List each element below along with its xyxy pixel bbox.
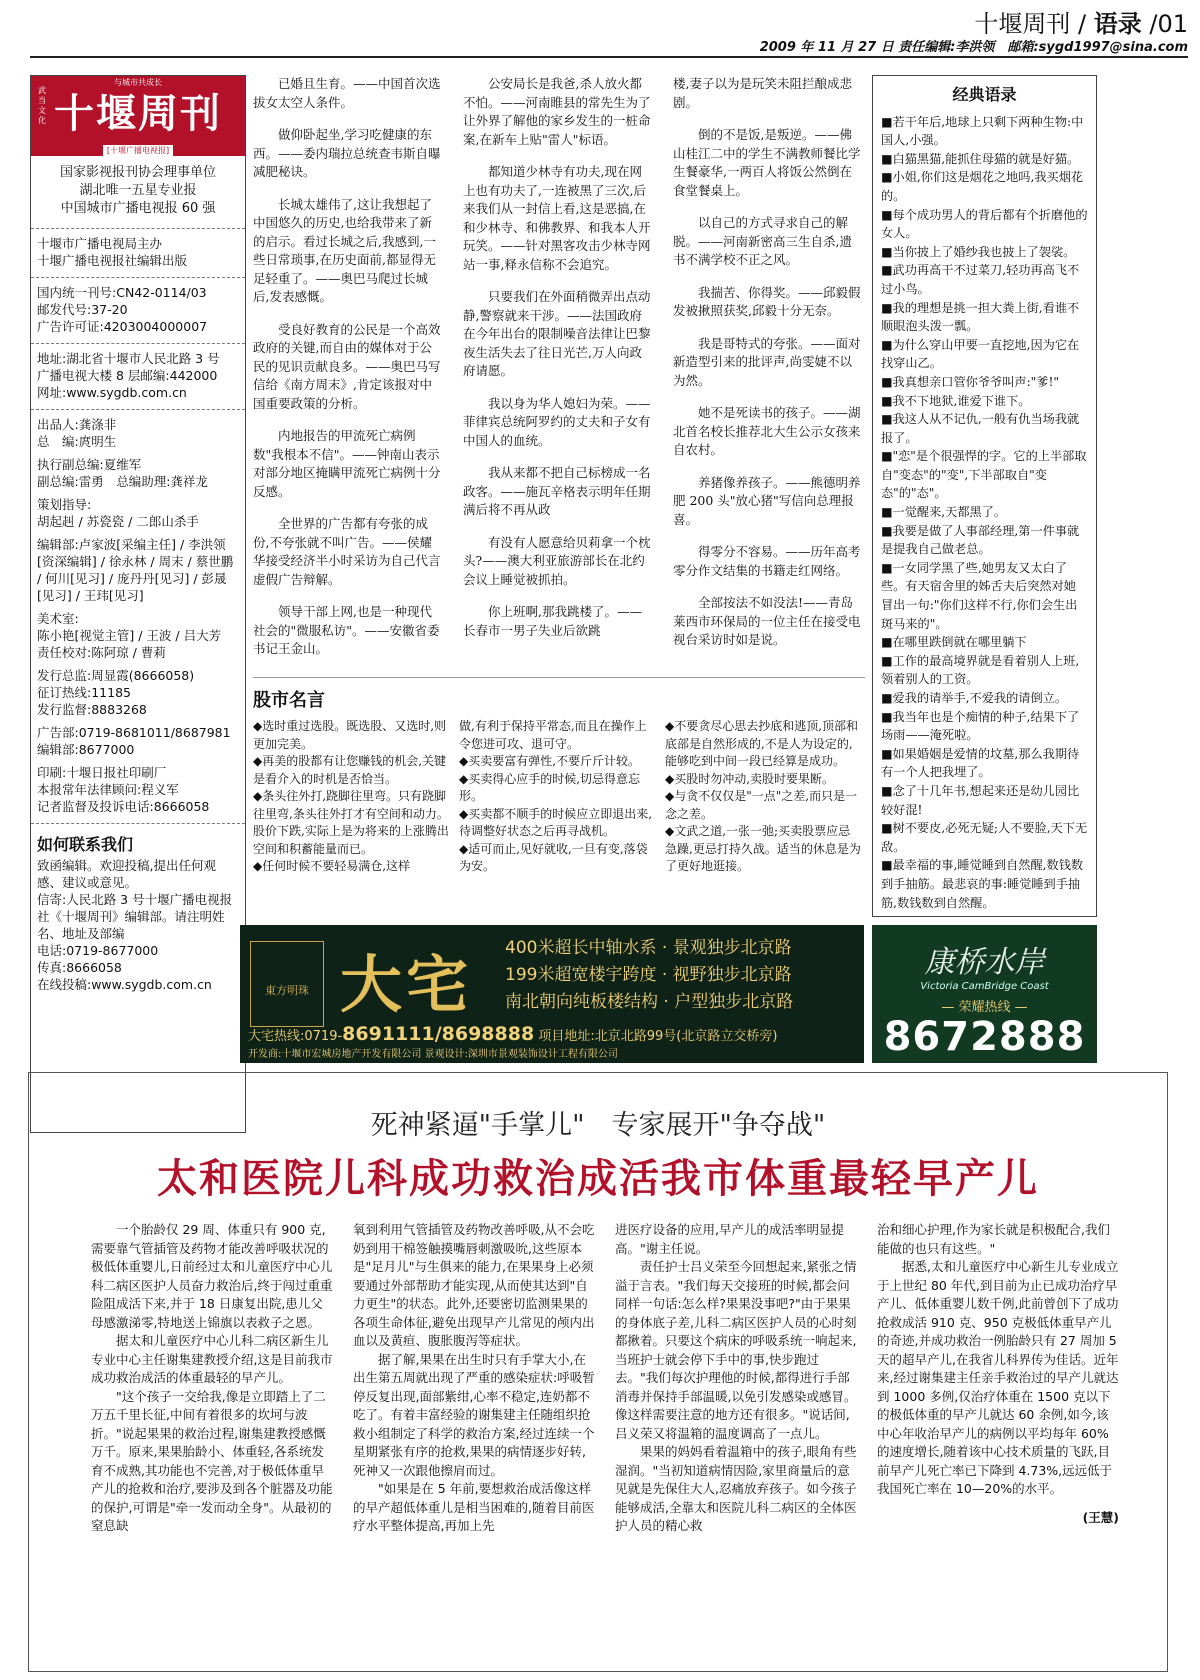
quote-item: 只要我们在外面稍微弄出点动静,警察就来干涉。——法国政府在今年出台的限制噪音法律让巴黎夜生活失去了往日光芒,万人向政府请愿。 <box>463 289 651 378</box>
classic-quote-item: ■当你披上了婚纱我也披上了袈裟。 <box>881 244 1076 259</box>
contact-block <box>31 857 245 993</box>
quote-item: 全部按法不如没法!——青岛莱西市环保局的一位主任在接受电视台采访时如是说。 <box>673 595 861 647</box>
article-paragraph: 据太和儿童医疗中心儿科二病区新生儿专业中心主任谢集建教授介绍,这是目前我市成功救治成活的体重最轻的早产儿。 <box>91 1333 333 1385</box>
ad-logo: 東方明珠 <box>250 941 324 1027</box>
quote-item: 都知道少林寺有功夫,现在网上也有功夫了,一连被黑了三次,后来我们从一封信上看,这是恶搞,在和少林寺、和佛教界、和我本人开玩笑。——针对黑客攻击少林寺网站一事,释永信称不会追究。 <box>463 164 651 272</box>
stock-item: ◆任何时候不要轻易满仓,这样 <box>253 859 411 873</box>
ad-features <box>505 935 855 1016</box>
classic-quote-item: ■我要是做了人事部经理,第一件事就是提我自己做老总。 <box>881 523 1080 557</box>
quotes-column-3 <box>673 75 863 664</box>
masthead-name: 十堰周刊 <box>54 90 222 137</box>
stock-item: ◆买股时勿冲动,卖股时要果断。 <box>665 771 835 786</box>
phone-line: 编辑部:8677000 <box>37 742 135 757</box>
article-column-4 <box>877 1221 1119 1527</box>
quote-item: 做仰卧起坐,学习吃健康的东西。——委内瑞拉总统查韦斯自曝减肥秘诀。 <box>253 127 441 179</box>
article-column-2 <box>353 1221 595 1536</box>
online-submit-link[interactable]: 在线投稿:www.sygdb.com.cn <box>37 977 212 992</box>
classic-quote-item: ■工作的最高境界就是看着别人上班,领着别人的工资。 <box>881 653 1080 687</box>
header-page-number: /01 <box>1141 10 1188 38</box>
masthead-side-text: 武当文化 <box>38 86 46 125</box>
classic-quote-item: ■我不下地狱,谁爱下谁下。 <box>881 393 1031 408</box>
article-paragraph: 责任护士吕义荣至今回想起来,紧张之情溢于言表。"我们每天交接班的时候,都会问同样一句话:怎么样?果果没事吧?"由于果果的身体底子差,儿科二病区医护人员的心时刻都揪着。只要这个病床的呼吸系统一响起来,当班护士就会停下手中的事,快步跑过去。"我们每次护理他的时候,都得进行手部消毒并保持手部温暖,以免引发感染或感冒。像这样需要注意的地方还有很多。"说话间,吕义荣又将温箱的温度调高了一点儿。 <box>615 1259 857 1441</box>
stock-item: ◆再美的股都有让您赚钱的机会,关键是看介入的时机是否恰当。 <box>253 754 447 786</box>
ad2-english-name: Victoria CamBridge Coast <box>920 981 1049 992</box>
classic-quotes-heading: 经典语录 <box>952 85 1017 104</box>
masthead-sidebar <box>30 75 246 1133</box>
staff-line: 总 编:庹明生 <box>37 434 117 449</box>
article-column-1 <box>91 1221 333 1536</box>
quote-item: 公安局长是我爸,杀人放火都不怕。——河南睢县的常先生为了让外界了解他的家乡发生的一桩命案,在新车上贴"雷人"标语。 <box>463 76 651 147</box>
classic-quote-item: ■一女同学黑了些,她男友又太白了些。有天宿舍里的姊舌夫后突然对她冒出一句:"你们这样不行,你们会生出斑马来的"。 <box>881 560 1078 631</box>
article-column-3 <box>615 1221 857 1536</box>
page-header-meta <box>760 36 1188 55</box>
classic-quote-item: ■树不要皮,必死无疑;人不要脸,天下无敌。 <box>881 821 1088 854</box>
code-line: 国内统一刊号:CN42-0114/03 <box>37 285 207 300</box>
article-paragraph: 氧到利用气管插管及药物改善呼吸,从不会吃奶到用干棉签触摸嘴唇刺激吸吮,这些原本是"足月儿"与生俱来的能力,在果果身上必须要通过外部帮助才能实现,从而使其达到"自力更生"的状态。此外,还要密切监测果果的各项生命体征,避免出现早产儿常见的颅内出血以及黄疸、腹胀腹泻等症状。 <box>353 1222 595 1348</box>
website-line: 网址:www.sygdb.com.cn <box>37 385 187 400</box>
contact-line: 致函编辑。欢迎投稿,提出任何观感、建议或意见。 <box>37 858 216 890</box>
stock-item: ◆适可而止,见好就收,一旦有变,落袋为安。 <box>459 841 648 873</box>
stock-column-3 <box>665 718 861 876</box>
article-paragraph: 果果的妈妈看着温箱中的孩子,眼角有些湿润。"当初知道病情因险,家里商量后的意见就是先保住大人,忍痛放弃孩子。如今孩子能够成活,全靠太和医院儿科二病区的全体医护人员的精心救 <box>615 1444 857 1533</box>
contact-line: 电话:0719-8677000 <box>37 943 159 958</box>
stock-item: ◆买卖得心应手的时候,切忌得意忘形。 <box>459 771 641 803</box>
ad2-hotline-label: — 荣耀热线 — <box>941 1000 1028 1015</box>
classic-quote-item: ■爱我的请举手,不爱我的请倒立。 <box>881 691 1068 705</box>
quote-item: 已婚且生育。——中国首次选拔女太空人条件。 <box>253 76 441 110</box>
ad-hotline <box>248 1023 777 1045</box>
article-title: 太和医院儿科成功救治成活我市体重最轻早产儿 <box>157 1155 1039 1202</box>
header-title-main: 十堰周刊 / <box>974 10 1094 38</box>
staff-block <box>31 410 245 824</box>
classic-quote-item: ■白猫黑猫,能抓住母猫的就是好猫。 <box>881 151 1080 166</box>
classic-quote-item: ■念了十几年书,想起来还是幼儿园比较好混! <box>881 783 1080 817</box>
sponsor-line: 十堰广播电视报社编辑出版 <box>37 253 188 268</box>
stock-section <box>253 718 865 913</box>
staff-line: 陈小艳[视觉主管] / 王波 / 吕大芳 <box>37 628 222 643</box>
header-date: 2009 年 11 月 27 日 <box>759 40 894 55</box>
classic-quote-item: ■一觉醒来,天都黑了。 <box>881 505 1007 520</box>
classic-quote-item: ■为什么穿山甲要一直挖地,因为它在找穿山乙。 <box>881 337 1080 371</box>
stock-item: ◆文武之道,一张一弛;买卖股票应忌急躁,更忌打持久战。适当的休息是为了更好地逛接。 <box>665 824 861 873</box>
real-estate-ad[interactable] <box>240 925 864 1063</box>
article-subtitle: 死神紧逼"手掌儿" 专家展开"争夺战" <box>370 1110 826 1141</box>
classic-quote-item: ■最幸福的事,睡觉睡到自然醒,数钱数到手抽筋。最悲哀的事:睡觉睡到手抽筋,数钱数到自然醒。 <box>881 858 1084 910</box>
quote-item: 我是哥特式的夸张。——面对新造型引来的批评声,尚雯婕不以为然。 <box>673 335 861 388</box>
staff-line: 执行副总编:夏维军 <box>37 457 142 472</box>
staff-line: 发行总监:周显霞(8666058) <box>37 668 195 683</box>
quotes-divider <box>253 677 865 678</box>
stock-heading: 股市名言 <box>253 690 325 711</box>
classic-quote-item: ■武功再高干不过菜刀,轻功再高飞不过小鸟。 <box>881 263 1080 296</box>
article-paragraph: "如果是在 5 年前,要想救治成活像这样的早产超低体重儿是相当困难的,随着目前医疗水平整体提高,再加上先 <box>353 1481 595 1533</box>
edit-dept-line: 编辑部:卢家波[采编主任] / 李洪领[资深编辑] / 徐永林 / 周末 / 蔡世鹏 / 何川[见习] / 庞丹丹[见习] / 彭晟[见习] / 王玮[见习] <box>37 537 234 603</box>
quote-item: 楼,妻子以为是玩笑未阻拦酿成悲剧。 <box>673 76 852 110</box>
quotes-section <box>253 75 865 677</box>
article-paragraph: 据悉,太和儿童医疗中心新生儿专业成立于上世纪 80 年代,到目前为止已成功治疗早产儿、低体重婴儿数千例,此前曾创下了成功抢救成活 910 克、950 克极低体重早产儿的奇迹,并成功救治一例胎龄只有 27 周加 5 天的超早产儿,在我省儿科界传为佳话。近年来,经过谢集建主任亲手救治过的早产儿就达到 1000 多例,仅治疗体重在 1500 克以下的极低体重的早产儿就达 60 余例,如今,该中心年收治早产儿的病例以平均每年 60% 的速度增长,随着该中心技术质量的飞跃,目前早产儿死亡率已下降到 4.73%,远远低于我国死亡率在 10—20%的水平。 <box>877 1259 1119 1496</box>
page-header-title <box>974 4 1188 39</box>
print-line: 本报常年法律顾问:程义军 <box>37 782 179 797</box>
tagline-line: 湖北唯一五星专业报 <box>79 183 197 198</box>
header-email: 邮箱:sygd1997@sina.com <box>1007 40 1188 55</box>
address-info <box>31 344 245 410</box>
ad-hotline-number: 8691111/8698888 <box>342 1023 535 1045</box>
classic-quote-item: ■我的理想是挑一担大粪上街,看谁不顺眼泡头泼一瓢。 <box>881 300 1080 334</box>
stock-item: ◆条头往外打,跷脚往里弯。只有跷脚往里弯,条头往外打才有空间和动力。股价下跌,实际上是为将来的上涨腾出空间和积蓄能量而已。 <box>253 789 449 856</box>
ad-hotline-label: 大宅热线:0719- <box>248 1029 343 1044</box>
staff-line: 发行监督:8883268 <box>37 702 147 717</box>
header-editor: 责任编辑:李洪领 <box>898 40 995 55</box>
contact-heading: 如何联系我们 <box>37 835 134 854</box>
ad-address: 项目地址:北京北路99号(北京路立交桥旁) <box>534 1029 778 1044</box>
classic-quote-item: ■我这人从不记仇,一般有仇当场我就报了。 <box>881 412 1080 445</box>
header-section: 语录 <box>1093 10 1142 38</box>
ad-headline: 大宅 <box>340 948 473 1021</box>
stock-item: ◆买卖要富有弹性,不要斤斤计较。 <box>459 754 641 768</box>
cambridge-coast-ad[interactable] <box>872 925 1097 1063</box>
ad-feature-line: 400米超长中轴水系 · 景观独步北京路 <box>505 938 792 958</box>
stock-column-1 <box>253 718 449 876</box>
quote-item: 她不是死读书的孩子。——湖北首名校长推荐北大生公示女孩来自农村。 <box>673 405 861 457</box>
quotes-column-2 <box>463 75 653 654</box>
address-line: 地址:湖北省十堰市人民北路 3 号 <box>37 351 220 366</box>
classic-quote-item: ■我当年也是个痴情的种子,结果下了场雨——淹死啦。 <box>881 709 1080 743</box>
article-paragraph: 据了解,果果在出生时只有手掌大小,在出生第五周就出现了严重的感染症状:呼吸暂停反复出现,面部紫绀,心率不稳定,连奶都不吃了。有着丰富经验的谢集建主任随组织抢救小组制定了科学的救治方案,经过连续一个星期紧张有序的抢救,果果的病情逐步好转,死神又一次跟他擦肩而过。 <box>353 1351 595 1478</box>
article-author: (王慧) <box>1082 1509 1119 1525</box>
quote-item: 受良好教育的公民是一个高效政府的关键,而自由的媒体对于公民的见识贡献良多。——奥巴马写信给《南方周末》,肯定该报对中国重要政策的分析。 <box>253 321 441 411</box>
quote-item: 领导干部上网,也是一种现代社会的"微服私访"。——安徽省委书记王金山。 <box>253 604 440 656</box>
sponsor-line: 十堰市广播电视局主办 <box>37 236 163 251</box>
quote-item: 长城太雄伟了,这让我想起了中国悠久的历史,也给我带来了新的启示。看过长城之后,我感到,一些日常琐事,在历史面前,都显得无足轻重了。——奥巴马爬过长城后,发表感慨。 <box>253 196 436 304</box>
staff-line: 美术室: <box>37 611 79 626</box>
ad-feature-line: 南北朝向纯板楼结构 · 户型独步北京路 <box>505 992 794 1012</box>
phone-line: 广告部:0719-8681011/8687981 <box>37 725 231 740</box>
header-divider <box>30 56 1188 58</box>
quote-item: 全世界的广告都有夸张的成份,不夸张就不叫广告。——侯耀华接受经济半小时采访为自己代言虚假广告辩解。 <box>253 516 441 587</box>
staff-line: 策划指导: <box>37 497 92 512</box>
classic-quote-item: ■我真想亲口管你爷爷叫声:"爹!" <box>881 374 1059 389</box>
classic-quote-item: ■若干年后,地球上只剩下两种生物:中国人,小强。 <box>881 114 1084 148</box>
contact-line: 传真:8666058 <box>37 960 122 975</box>
stock-item: ◆与贪不仅仅是"一点"之差,而只是一念之差。 <box>665 789 858 821</box>
stock-column-2 <box>459 718 655 876</box>
quote-item: 得零分不容易。——历年高考零分作文结集的书籍走红网络。 <box>673 544 861 578</box>
ad2-name: 康桥水岸 <box>924 945 1045 980</box>
tagline-line: 中国城市广播电视报 60 强 <box>60 201 216 216</box>
quote-item: 我以身为华人媳妇为荣。——菲律宾总统阿罗约的丈夫和子女有中国人的血统。 <box>463 395 651 448</box>
staff-line: 副总编:雷勇 总编助理:龚祥龙 <box>37 474 208 489</box>
tagline-line: 国家影视报刊协会理事单位 <box>59 165 216 180</box>
classic-quote-item: ■在哪里跌倒就在哪里躺下 <box>881 635 1027 650</box>
staff-line: 责任校对:陈阿琼 / 曹莉 <box>37 645 166 660</box>
print-line: 印刷:十堰日报社印刷厂 <box>37 765 167 780</box>
sponsor-info <box>31 229 245 278</box>
masthead-tagline <box>31 156 245 229</box>
code-line: 邮发代号:37-20 <box>37 302 128 317</box>
contact-line: 信寄:人民北路 3 号十堰广播电视报社《十堰周刊》编辑部。请注明姓名、地址及部编 <box>37 892 233 941</box>
quote-item: 你上班啊,那我跳楼了。——长春市一男子失业后欲跳 <box>463 604 642 638</box>
stock-item: ◆买卖都不顺手的时候应立即退出来,待调整好状态之后再寻战机。 <box>459 806 653 838</box>
article-paragraph: 一个胎龄仅 29 周、体重只有 900 克,需要靠气管插管及药物才能改善呼吸状况的极低体重婴儿,日前经过太和儿童医疗中心儿科二病区医护人员奋力救治后,终于闯过重重险阻成活下来,并于 18 日康复出院,患儿父母感激涕零,特地送上锦旗以表救子之恩。 <box>91 1222 333 1330</box>
classic-quote-item: ■"恋"是个很强悍的字。它的上半部取自"变态"的"变",下半部取自"变态"的"态"。 <box>881 449 1087 501</box>
ad2-hotline-number: 8672888 <box>883 1014 1086 1060</box>
classic-quotes-list <box>881 113 1088 913</box>
quote-item: 我揣苦、你得奖。——邱毅假发被揪照获奖,邱毅十分无奈。 <box>673 284 861 318</box>
staff-line: 出品人:龚涤非 <box>37 417 117 432</box>
classic-quote-item: ■小姐,你们这是烟花之地吗,我买烟花的。 <box>881 170 1084 203</box>
classic-quote-item: ■每个成功男人的背后都有个折磨他的女人。 <box>881 207 1088 241</box>
stock-item: ◆不要贪尽心思去抄底和逃顶,顶部和底部是自然形成的,不是人为设定的,能够吃到中间一段已经算是成功。 <box>665 719 859 768</box>
quote-item: 有没有人愿意给贝莉拿一个枕头?——澳大利亚旅游部长在北约会议上睡觉被抓拍。 <box>463 534 651 587</box>
classic-quotes-box <box>872 75 1097 917</box>
ad-developer: 开发商:十堰市宏城房地产开发有限公司 景观设计:深圳市景观装饰设计工程有限公司 <box>248 1049 618 1060</box>
article-paragraph: 进医疗设备的应用,早产儿的成活率明显提高。"谢主任说。 <box>615 1222 844 1256</box>
article-paragraph: "这个孩子一交给我,像是立即踏上了二万五千里长征,中间有着很多的坎坷与波折。"说起果果的救治过程,谢集建教授感慨万千。原来,果果胎龄小、体重轻,各系统发育不成熟,其功能也不完善,对于极低体重早产儿的抢救和治疗,要涉及到各个脏器及功能的保护,可谓是"牵一发而动全身"。从最初的窒息缺 <box>91 1388 333 1533</box>
quote-item: 以自己的方式寻求自己的解脱。——河南新密高三生自杀,遗书不满学校不正之风。 <box>673 215 852 267</box>
code-line: 广告许可证:4203004000007 <box>37 319 208 334</box>
masthead-slogan: 与城市共成长 <box>114 78 162 87</box>
hospital-article <box>28 1072 1168 1672</box>
ad-feature-line: 199米超宽楼宇跨度 · 视野独步北京路 <box>505 965 792 985</box>
quotes-column-1 <box>253 75 443 673</box>
publication-codes <box>31 278 245 344</box>
classic-quote-item: ■如果婚姻是爱情的坟墓,那么我期待有一个人把我埋了。 <box>881 746 1080 780</box>
staff-line: 征订热线:11185 <box>37 685 131 700</box>
masthead-logo <box>31 76 245 156</box>
address-line: 广播电视大楼 8 层邮编:442000 <box>37 368 218 383</box>
quote-item: 养猪像养孩子。——熊德明养肥 200 头"放心猪"写信向总理报喜。 <box>673 474 861 527</box>
print-line: 记者监督及投诉电话:8666058 <box>37 799 210 814</box>
stock-item: 做,有利于保持平常态,而且在操作上令您进可攻、退可守。 <box>459 719 647 751</box>
quote-item: 我从来都不把自己标榜成一名政客。——施瓦辛格表示明年任期满后将不再从政 <box>463 465 651 517</box>
stock-item: ◆选时重过选股。既选股、又选时,则更加完美。 <box>253 719 447 751</box>
masthead-subname: [十堰广播电视报] <box>103 145 173 156</box>
staff-line: 胡起赳 / 苏瓷瓷 / 二郎山杀手 <box>37 514 199 529</box>
article-paragraph: 治和细心护理,作为家长就是积极配合,我们能做的也只有这些。" <box>877 1222 1110 1256</box>
quote-item: 倒的不是饭,是叛逆。——佛山桂江二中的学生不满教师餐比学生餐豪华,一两百人将饭公然倒在食堂餐桌上。 <box>673 127 861 198</box>
quote-item: 内地报告的甲流死亡病例数"我根本不信"。——钟南山表示对部分地区掩瞒甲流死亡病例十分反感。 <box>253 428 441 499</box>
